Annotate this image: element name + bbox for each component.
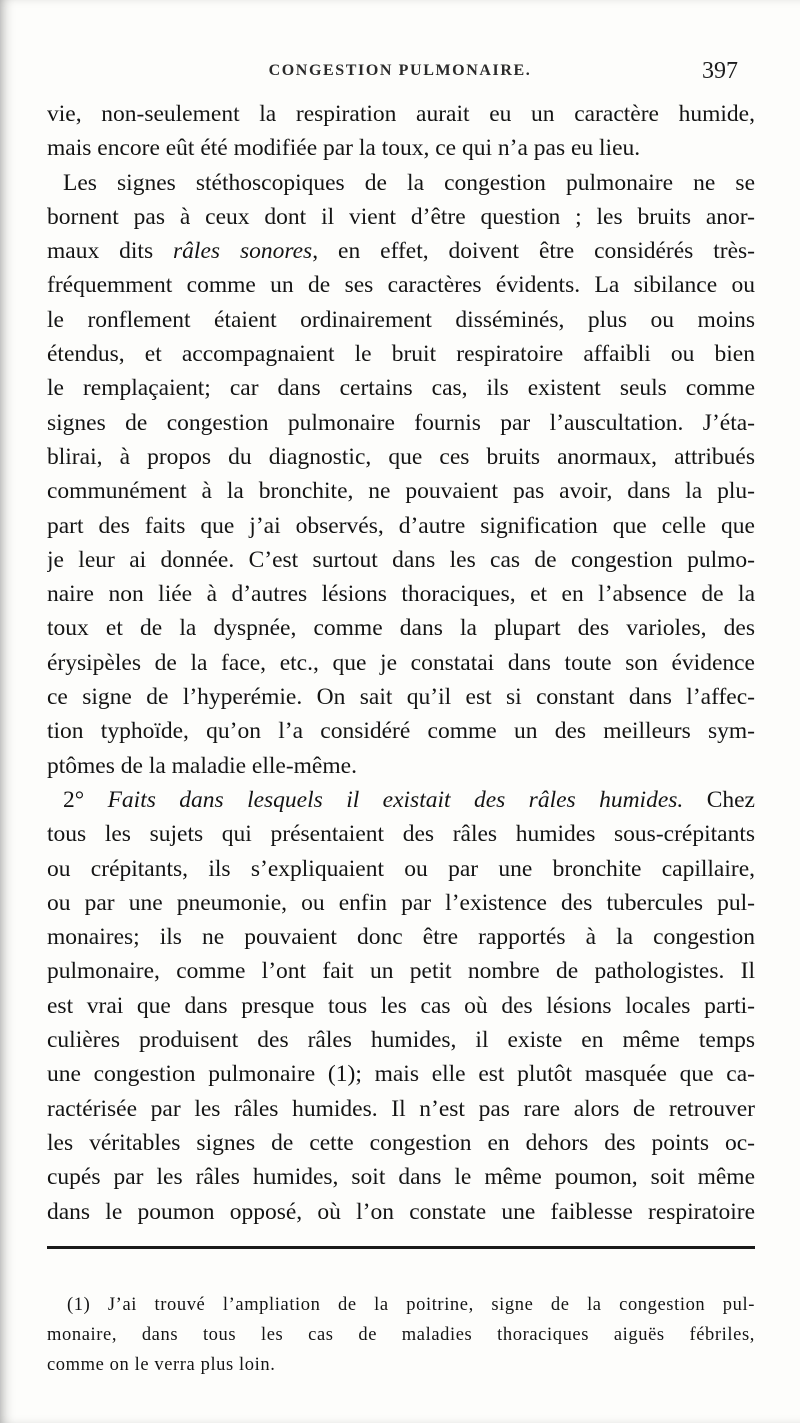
text-line: je leur ai donnée. C’est surtout dans les cas de congestion pulmo- [47,546,755,573]
footnote-line: (1) J’ai trouvé l’ampliation de la poitrine, signe de la congestion pul- [67,1295,755,1315]
text-segment: maux dits [47,238,174,265]
text-line: une congestion pulmonaire (1); mais elle est plutôt masquée que ca- [47,1061,755,1088]
footnote-line: monaire, dans tous les cas de maladies thoraciques aiguës fébriles, [47,1325,755,1345]
text-line: ractérisée par les râles humides. Il n’est pas rare alors de retrouver [47,1095,755,1122]
text-line [47,234,755,268]
text-line: le remplaçaient; car dans certains cas, ils existent seuls comme [47,375,755,402]
text-line: ce signe de l’hyperémie. On sait qu’il est si constant dans l’affec- [47,684,755,711]
text-line: fréquemment comme un de ses caractères évidents. La sibilance ou [47,272,755,299]
footnote [47,1290,755,1380]
text-line: mais encore eût été modifiée par la toux, ce qui n’a pas eu lieu. [47,135,641,162]
text-line: érysipèles de la face, etc., que je constatai dans toute son évidence [47,649,755,676]
text-line: tion typhoïde, qu’on l’a considéré comme un des meilleurs sym- [47,718,755,745]
text-line: les véritables signes de cette congestion en dehors des points oc- [47,1129,755,1156]
text-line: étendus, et accompagnaient le bruit respiratoire affaibli ou bien [47,341,755,368]
text-line: blirai, à propos du diagnostic, que ces bruits anormaux, attribués [47,443,755,470]
footnote-line: comme on le verra plus loin. [47,1355,276,1375]
italic-term: râles sonores [173,238,313,265]
text-line: vie, non-seulement la respiration aurait eu un caractère humide, [47,101,755,127]
text-segment: 2° [63,786,108,813]
text-line: naire non liée à d’autres lésions thoraciques, et en l’absence de la [47,581,755,608]
text-line: communément à la bronchite, ne pouvaient pas avoir, dans la plu- [47,478,755,505]
text-line: ptômes de la maladie elle-même. [47,752,357,779]
text-line: est vrai que dans presque tous les cas où des lésions locales parti- [47,992,755,1019]
text-line: le ronflement étaient ordinairement disséminés, plus ou moins [47,306,755,333]
text-line: ou par une pneumonie, ou enfin par l’existence des tubercules pul- [47,889,755,916]
text-line: tous les sujets qui présentaient des râles humides sous-crépitants [47,821,755,848]
text-line: cupés par les râles humides, soit dans le même poumon, soit même [47,1164,755,1191]
text-line: dans le poumon opposé, où l’on constate une faiblesse respiratoire [47,1198,755,1225]
running-title: CONGESTION PULMONAIRE. [268,62,532,79]
text-line: ou crépitants, ils s’expliquaient ou par une bronchite capillaire, [47,855,755,882]
text-line: bornent pas à ceux dont il vient d’être question ; les bruits anor- [47,203,755,230]
body-text [47,97,755,1229]
text-line: signes de congestion pulmonaire fournis par l’auscultation. J’éta- [47,409,755,436]
text-line: Les signes stéthoscopiques de la congestion pulmonaire ne se [63,169,755,196]
text-line: monaires; ils ne pouvaient donc être rapportés à la congestion [47,924,755,951]
text-line: pulmonaire, comme l’ont fait un petit nombre de pathologistes. Il [47,958,755,985]
text-line [47,783,755,817]
text-line: culières produisent des râles humides, il existe en même temps [47,1027,755,1054]
text-segment: Chez [683,786,755,813]
text-line: part des faits que j’ai observés, d’autre signification que celle que [47,512,755,539]
running-head [0,58,800,88]
footnote-rule [47,1246,755,1249]
text-segment: , en effet, doivent être considérés très- [312,238,755,265]
text-line: toux et de la dyspnée, comme dans la plupart des varioles, des [47,615,755,642]
italic-heading: Faits dans lesquels il existait des râles humides. [107,786,684,813]
page-number: 397 [702,58,738,84]
